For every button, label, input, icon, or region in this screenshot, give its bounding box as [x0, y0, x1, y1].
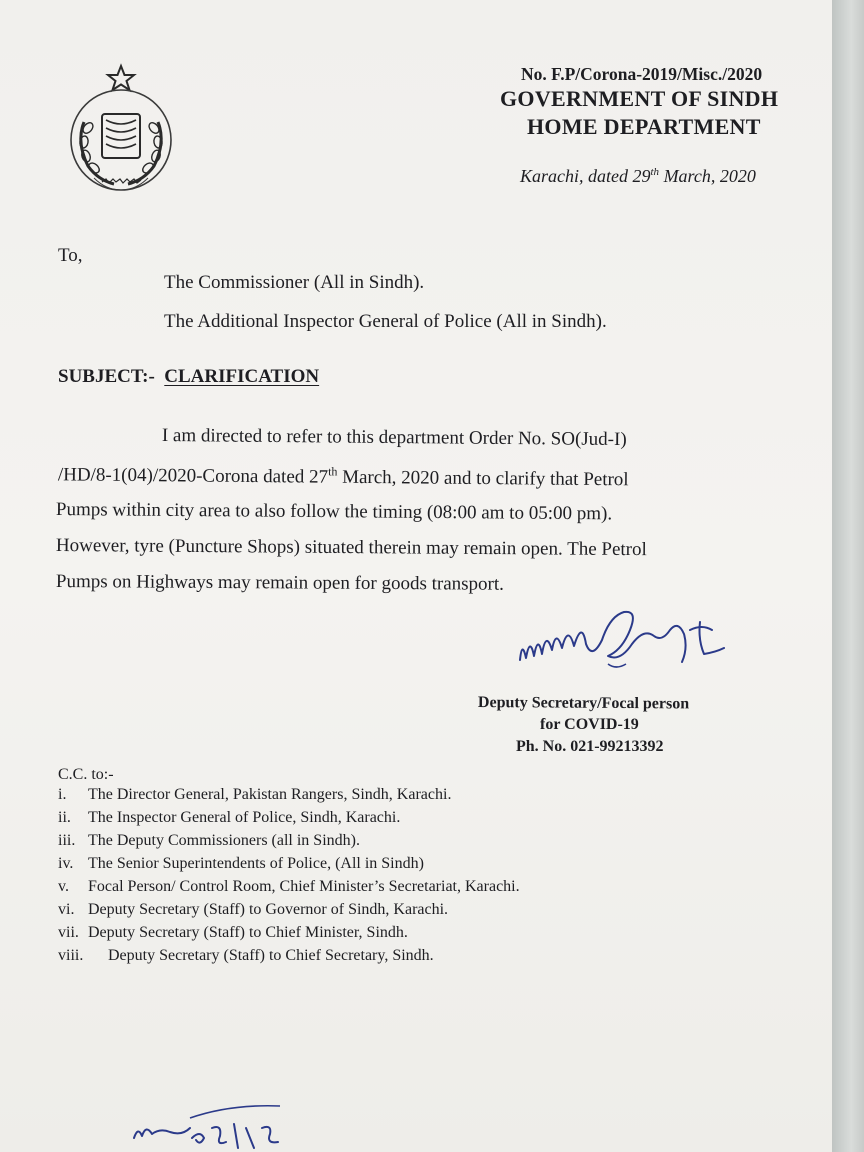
cc-item-text: Deputy Secretary (Staff) to Chief Minister, Sindh.: [88, 924, 408, 941]
signature: [512, 600, 742, 680]
cc-item-text: Focal Person/ Control Room, Chief Minister’s Secretariat, Karachi.: [88, 878, 520, 895]
cc-item-number: vi.: [58, 901, 75, 918]
to-label: To,: [58, 245, 83, 266]
body-line-3: Pumps within city area to also follow the timing (08:00 am to 05:00 pm).: [55, 499, 613, 525]
cc-item: [58, 786, 520, 809]
background-edge: [832, 0, 864, 1152]
signatory-phone: Ph. No. 021-99213392: [516, 738, 664, 755]
body-line-2b: March, 2020 and to clarify that Petrol: [337, 466, 629, 491]
cc-list: [58, 786, 520, 970]
cc-item: [58, 878, 520, 901]
cc-item-number: viii.: [58, 947, 84, 964]
cc-item-text: The Senior Superintendents of Police, (All in Sindh): [88, 855, 424, 872]
date-superscript: th: [650, 166, 660, 178]
department-heading: HOME DEPARTMENT: [527, 114, 761, 139]
handwritten-initials: [130, 1098, 310, 1152]
cc-item-number: iii.: [58, 832, 76, 849]
cc-item-number: i.: [58, 786, 67, 803]
cc-item-text: The Director General, Pakistan Rangers, Sindh, Karachi.: [88, 786, 452, 803]
body-line-2-superscript: th: [328, 464, 338, 479]
cc-item: [58, 901, 520, 924]
date-prefix: Karachi, dated 29: [520, 166, 651, 186]
subject-title: CLARIFICATION: [164, 366, 320, 387]
recipient-commissioner: The Commissioner (All in Sindh).: [164, 272, 425, 293]
cc-label: C.C. to:-: [58, 766, 114, 783]
signatory-designation: Deputy Secretary/Focal person: [477, 694, 690, 713]
cc-item: [58, 809, 520, 832]
recipient-additional-ig: The Additional Inspector General of Police (All in Sindh).: [164, 311, 607, 332]
subject-label: SUBJECT:-: [58, 366, 155, 387]
cc-item: [58, 947, 520, 970]
subject-line: [58, 366, 319, 388]
body-line-4: However, tyre (Puncture Shops) situated therein may remain open. The Petrol: [55, 535, 647, 561]
cc-item-text: The Inspector General of Police, Sindh, Karachi.: [88, 809, 401, 826]
cc-item-text: Deputy Secretary (Staff) to Chief Secretary, Sindh.: [108, 947, 434, 964]
cc-item-text: The Deputy Commissioners (all in Sindh).: [88, 832, 360, 849]
date-suffix: March, 2020: [659, 166, 756, 186]
date-line: [520, 166, 756, 187]
cc-item-number: ii.: [58, 809, 71, 826]
cc-item: [58, 855, 520, 878]
government-heading: GOVERNMENT OF SINDH: [500, 86, 779, 111]
cc-item: [58, 832, 520, 855]
reference-number: No. F.P/Corona-2019/Misc./2020: [521, 64, 763, 84]
body-line-2: [58, 462, 629, 491]
signatory-for-line: for COVID-19: [540, 716, 639, 733]
body-line-2a: /HD/8-1(04)/2020-Corona dated 27: [57, 464, 329, 488]
government-seal: [66, 62, 176, 196]
cc-item-text: Deputy Secretary (Staff) to Governor of Sindh, Karachi.: [88, 901, 449, 918]
cc-item-number: v.: [58, 878, 69, 895]
cc-item-number: iv.: [58, 855, 74, 872]
body-line-5: Pumps on Highways may remain open for goods transport.: [55, 571, 505, 595]
cc-item-number: vii.: [58, 924, 79, 941]
cc-item: [58, 924, 520, 947]
body-line-1: I am directed to refer to this department Order No. SO(Jud-I): [161, 425, 627, 451]
